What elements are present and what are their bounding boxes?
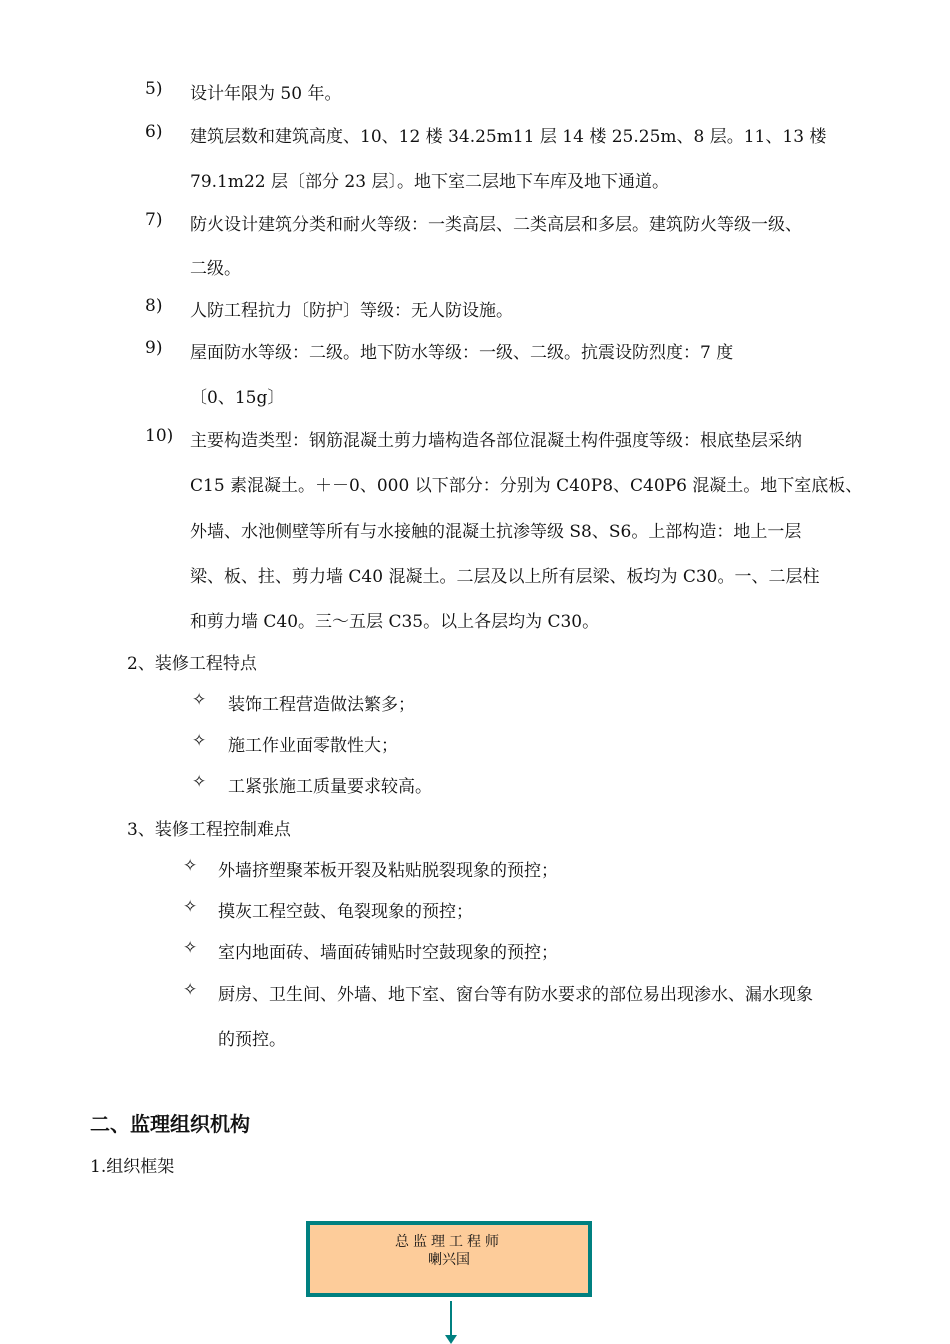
item-number: 8) bbox=[145, 296, 163, 316]
item-number: 7) bbox=[145, 210, 163, 230]
item-text: 人防工程抗力〔防护〕等级：无人防设施。 bbox=[190, 301, 513, 321]
item-text: 设计年限为 50 年。 bbox=[190, 84, 342, 104]
diamond-bullet-icon: ✧ bbox=[192, 731, 207, 751]
item-text-continuation: C15 素混凝土。＋－0、000 以下部分：分别为 C40P8、C40P6 混凝土。地下室底板、 bbox=[190, 476, 863, 496]
subheading: 1.组织框架 bbox=[90, 1157, 175, 1177]
org-role-title: 总监理工程师 bbox=[395, 1234, 503, 1250]
bullet-text: 厨房、卫生间、外墙、地下室、窗台等有防水要求的部位易出现渗水、漏水现象 bbox=[218, 985, 813, 1005]
bullet-text: 室内地面砖、墙面砖铺贴时空鼓现象的预控； bbox=[218, 943, 558, 963]
bullet-text: 装饰工程营造做法繁多； bbox=[228, 695, 415, 715]
item-number: 10) bbox=[145, 426, 174, 446]
section-title: 2、装修工程特点 bbox=[127, 654, 257, 674]
item-text-continuation: 外墙、水池侧壁等所有与水接触的混凝土抗渗等级 S8、S6。上部构造：地上一层 bbox=[190, 522, 802, 542]
diamond-bullet-icon: ✧ bbox=[183, 897, 198, 917]
item-text: 屋面防水等级：二级。地下防水等级：一级、二级。抗震设防烈度：7 度 bbox=[190, 343, 734, 363]
item-text-continuation: 梁、板、拄、剪力墙 C40 混凝土。二层及以上所有层梁、板均为 C30。一、二层柱 bbox=[190, 567, 820, 587]
diamond-bullet-icon: ✧ bbox=[192, 690, 207, 710]
diamond-bullet-icon: ✧ bbox=[183, 980, 198, 1000]
item-number: 6) bbox=[145, 122, 163, 142]
diamond-bullet-icon: ✧ bbox=[192, 772, 207, 792]
org-chart-box bbox=[306, 1221, 592, 1297]
item-text: 防火设计建筑分类和耐火等级：一类高层、二类高层和多层。建筑防火等级一级、 bbox=[190, 215, 802, 235]
org-person-name: 喇兴国 bbox=[428, 1252, 470, 1268]
item-text-continuation: 〔0、15g〕 bbox=[190, 388, 285, 408]
bullet-text: 施工作业面零散性大； bbox=[228, 736, 398, 756]
bullet-text: 工紧张施工质量要求较高。 bbox=[228, 777, 432, 797]
item-text: 主要构造类型：钢筋混凝土剪力墙构造各部位混凝土构件强度等级：根底垫层采纳 bbox=[190, 431, 802, 451]
section-title: 3、装修工程控制难点 bbox=[127, 820, 291, 840]
bullet-text-continuation: 的预控。 bbox=[218, 1030, 286, 1050]
diamond-bullet-icon: ✧ bbox=[183, 856, 198, 876]
item-text-continuation: 二级。 bbox=[190, 259, 241, 279]
diamond-bullet-icon: ✧ bbox=[183, 938, 198, 958]
connector-line bbox=[450, 1301, 452, 1337]
item-text-continuation: 79.1m22 层〔部分 23 层〕。地下室二层地下车库及地下通道。 bbox=[190, 172, 669, 192]
item-number: 5) bbox=[145, 79, 163, 99]
bullet-text: 外墙挤塑聚苯板开裂及粘贴脱裂现象的预控； bbox=[218, 861, 558, 881]
item-text-continuation: 和剪力墙 C40。三～五层 C35。以上各层均为 C30。 bbox=[190, 612, 600, 632]
item-text: 建筑层数和建筑高度、10、12 楼 34.25m11 层 14 楼 25.25m、8 层。11、13 楼 bbox=[190, 127, 827, 147]
item-number: 9) bbox=[145, 338, 163, 358]
chapter-heading: 二、监理组织机构 bbox=[90, 1112, 250, 1136]
bullet-text: 摸灰工程空鼓、龟裂现象的预控； bbox=[218, 902, 473, 922]
arrow-down-icon bbox=[445, 1335, 457, 1344]
